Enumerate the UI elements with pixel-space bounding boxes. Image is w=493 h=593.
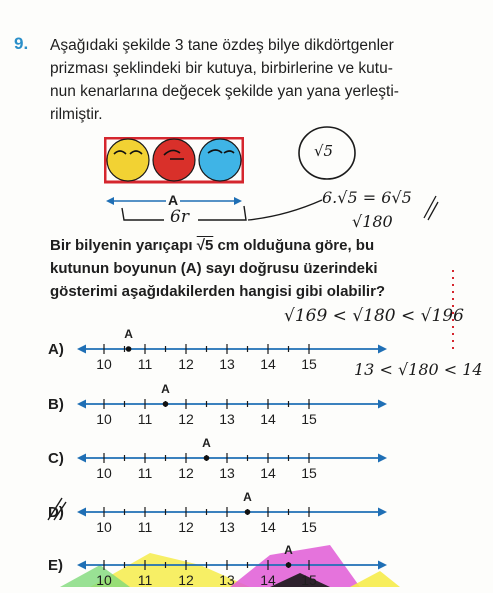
number-line bbox=[76, 382, 388, 432]
handwritten-note: 6.√5 = 6√5 bbox=[322, 188, 412, 207]
handwritten-inequality: √169 < √180 < √196 bbox=[284, 306, 464, 326]
axis-arrow-right bbox=[378, 400, 387, 409]
box-figure bbox=[104, 137, 244, 187]
tick-label: 15 bbox=[301, 411, 317, 427]
tick-label: 14 bbox=[260, 519, 276, 535]
ball-blue bbox=[199, 139, 241, 181]
axis-arrow-left bbox=[77, 508, 86, 517]
axis-arrow-left bbox=[77, 400, 86, 409]
tick-label: 12 bbox=[178, 519, 194, 535]
prompt-sqrt: √5 bbox=[196, 237, 214, 254]
handwritten-curve bbox=[246, 196, 326, 224]
point-a-label: A bbox=[284, 543, 293, 557]
question-prompt bbox=[50, 234, 430, 303]
prompt-line: kutunun boyunun (A) sayı doğrusu üzerindeki bbox=[50, 260, 378, 277]
option-label[interactable]: A) bbox=[48, 341, 64, 358]
tick-label: 14 bbox=[260, 465, 276, 481]
tick-label: 13 bbox=[219, 356, 235, 372]
handwritten-slash bbox=[420, 192, 440, 222]
tick-label: 14 bbox=[260, 411, 276, 427]
tick-label: 15 bbox=[301, 519, 317, 535]
axis-arrow-left bbox=[77, 454, 86, 463]
tick-label: 10 bbox=[96, 519, 112, 535]
number-line bbox=[76, 543, 388, 593]
prompt-text: cm olduğuna göre, bu bbox=[213, 237, 375, 254]
tick-label: 12 bbox=[178, 572, 194, 588]
option-label[interactable]: C) bbox=[48, 450, 64, 467]
question-line: prizması şeklindeki bir kutuya, birbirlerine ve kutu- bbox=[50, 60, 393, 77]
ball-yellow bbox=[107, 139, 149, 181]
tick-label: 15 bbox=[301, 465, 317, 481]
dotted-line bbox=[450, 270, 456, 350]
point-a-dot bbox=[286, 562, 292, 568]
number-line bbox=[76, 436, 388, 486]
question-line: nun kenarlarına değecek şekilde yan yana yerleşti- bbox=[50, 83, 399, 100]
axis-arrow-right bbox=[378, 454, 387, 463]
number-line bbox=[76, 327, 388, 377]
option-label[interactable]: B) bbox=[48, 396, 64, 413]
point-a-dot bbox=[204, 455, 210, 461]
tick-label: 14 bbox=[260, 356, 276, 372]
point-a-label: A bbox=[161, 382, 170, 396]
handwritten-note: √5 bbox=[314, 142, 334, 160]
axis-arrow-right bbox=[378, 345, 387, 354]
tick-label: 13 bbox=[219, 519, 235, 535]
point-a-dot bbox=[126, 346, 132, 352]
tick-label: 12 bbox=[178, 411, 194, 427]
tick-label: 11 bbox=[137, 572, 153, 588]
axis-arrow-left bbox=[77, 345, 86, 354]
point-a-label: A bbox=[202, 436, 211, 450]
tick-label: 11 bbox=[137, 356, 153, 372]
number-line bbox=[76, 490, 388, 540]
handwritten-inequality: 13 < √180 < 14 bbox=[354, 360, 483, 379]
tick-label: 15 bbox=[301, 572, 317, 588]
question-line: rilmiştir. bbox=[50, 106, 103, 123]
option-label[interactable]: D) bbox=[48, 504, 64, 521]
option-label[interactable]: E) bbox=[48, 557, 63, 574]
question-number: 9. bbox=[14, 34, 29, 53]
tick-label: 12 bbox=[178, 356, 194, 372]
tick-label: 13 bbox=[219, 411, 235, 427]
point-a-dot bbox=[163, 401, 169, 407]
handwritten-note: √180 bbox=[352, 212, 393, 231]
axis-arrow-left bbox=[77, 561, 86, 570]
axis-arrow-right bbox=[378, 508, 387, 517]
ball-red bbox=[153, 139, 195, 181]
point-a-label: A bbox=[124, 327, 133, 341]
tick-label: 11 bbox=[137, 411, 153, 427]
tick-label: 14 bbox=[260, 572, 276, 588]
tick-label: 13 bbox=[219, 465, 235, 481]
tick-label: 15 bbox=[301, 356, 317, 372]
tick-label: 12 bbox=[178, 465, 194, 481]
tick-label: 10 bbox=[96, 572, 112, 588]
point-a-dot bbox=[245, 509, 251, 515]
handwritten-note: 6r bbox=[170, 207, 189, 227]
question-line: Aşağıdaki şekilde 3 tane özdeş bilye dikdörtgenler bbox=[50, 37, 394, 54]
tick-label: 11 bbox=[137, 465, 153, 481]
tick-label: 10 bbox=[96, 356, 112, 372]
prompt-text: Bir bilyenin yarıçapı bbox=[50, 237, 197, 254]
tick-label: 10 bbox=[96, 465, 112, 481]
handwritten-bracket bbox=[120, 204, 250, 226]
axis-arrow-right bbox=[378, 561, 387, 570]
point-a-label: A bbox=[243, 490, 252, 504]
question-text bbox=[50, 34, 430, 126]
prompt-line: gösterimi aşağıdakilerden hangisi gibi olabilir? bbox=[50, 283, 386, 300]
tick-label: 13 bbox=[219, 572, 235, 588]
dimension-label: A bbox=[167, 192, 179, 208]
tick-label: 11 bbox=[137, 519, 153, 535]
tick-label: 10 bbox=[96, 411, 112, 427]
